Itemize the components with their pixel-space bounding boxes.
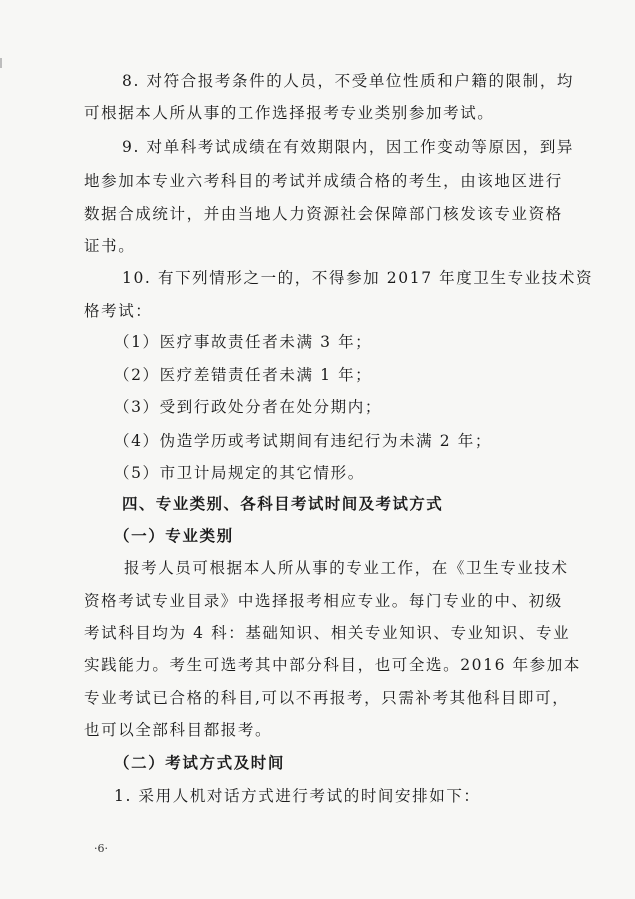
subsection-1-line-3: 考试科目均为 4 科：基础知识、相关专业知识、专业知识、专业: [84, 624, 571, 642]
page-number: ·6·: [94, 842, 108, 855]
subsection-1-line-2: 资格考试专业目录》中选择报考相应专业。每门专业的中、初级: [84, 592, 563, 610]
item-10-line-1: 10. 有下列情形之一的，不得参加 2017 年度卫生专业技术资: [122, 269, 594, 287]
subsection-2-line-1: 1. 采用人机对话方式进行考试的时间安排如下：: [114, 787, 481, 805]
subsection-2-heading: （二）考试方式及时间: [114, 754, 286, 772]
subsection-1-line-6: 也可以全部科目都报考。: [84, 721, 273, 739]
scan-artifact: [0, 58, 2, 68]
subsection-1-heading: （一）专业类别: [114, 527, 234, 545]
section-heading: 四、专业类别、各科目考试时间及考试方式: [122, 495, 444, 513]
item-8-line-2: 可根据本人所从事的工作选择报考专业类别参加考试。: [84, 104, 495, 122]
condition-1: （1）医疗事故责任者未满 3 年；: [114, 333, 373, 351]
condition-5: （5）市卫计局规定的其它情形。: [114, 464, 365, 482]
item-8-line-1: 8. 对符合报考条件的人员，不受单位性质和户籍的限制，均: [122, 72, 575, 90]
condition-4: （4）伪造学历或考试期间有违纪行为未满 2 年；: [114, 432, 492, 450]
subsection-1-line-1: 报考人员可根据本人所从事的专业工作，在《卫生专业技术: [124, 559, 569, 577]
subsection-1-line-5: 专业考试已合格的科目,可以不再报考，只需补考其他科目即可，: [84, 689, 570, 707]
condition-3: （3）受到行政处分者在处分期内；: [114, 398, 382, 416]
item-9-line-1: 9. 对单科考试成绩在有效期限内，因工作变动等原因，到异: [122, 138, 575, 156]
item-9-line-2: 地参加本专业六考科目的考试并成绩合格的考生，由该地区进行: [84, 172, 563, 190]
item-10-line-2: 格考试：: [84, 302, 153, 320]
item-9-line-3: 数据合成统计，并由当地人力资源社会保障部门核发该专业资格: [84, 205, 563, 223]
subsection-1-line-4: 实践能力。考生可选考其中部分科目，也可全选。2016 年参加本: [84, 656, 581, 674]
item-9-line-4: 证书。: [84, 237, 136, 255]
condition-2: （2）医疗差错责任者未满 1 年；: [114, 366, 373, 384]
